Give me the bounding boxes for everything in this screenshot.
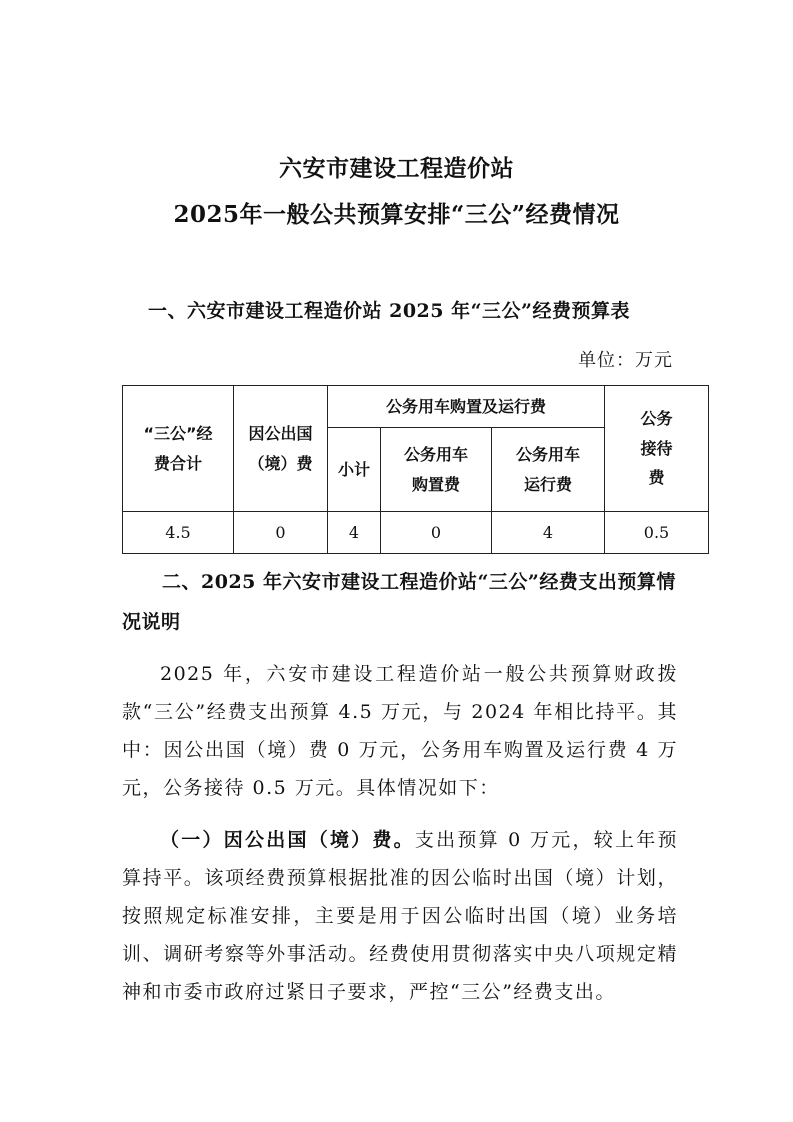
document-title-line2: 2025年一般公共预算安排“三公”经费情况 (173, 201, 620, 228)
budget-table (122, 385, 709, 554)
unit-label: 单位：万元 (578, 350, 673, 371)
header-vehicle-operation: 公务用车运行费 (492, 428, 605, 512)
header-reception: 公务接待费 (605, 386, 709, 512)
paragraph-abroad-subtitle: （一）因公出国（境）费。 (160, 829, 415, 851)
paragraph-abroad (122, 821, 678, 1011)
header-vehicle-purchase: 公务用车购置费 (381, 428, 492, 512)
section1-heading: 一、六安市建设工程造价站 2025 年“三公”经费预算表 (148, 300, 630, 322)
value-reception: 0.5 (605, 512, 709, 554)
header-vehicle-group: 公务用车购置及运行费 (328, 386, 605, 428)
document-title-line1: 六安市建设工程造价站 (279, 155, 514, 182)
header-subtotal: 小计 (328, 428, 381, 512)
value-operation: 4 (492, 512, 605, 554)
value-abroad: 0 (234, 512, 328, 554)
section2-heading: 二、2025 年六安市建设工程造价站“三公”经费支出预算情况说明 (122, 571, 676, 633)
paragraph-abroad-body: 支出预算 0 万元，较上年预算持平。该项经费预算根据批准的因公临时出国（境）计划，按照规定标准安排，主要是用于因公临时出国（境）业务培训、调研考察等外事活动。经费使用贯彻落实中央八项规定精神和市委市政府过紧日子要求，严控“三公”经费支出。 (122, 829, 678, 1003)
value-total: 4.5 (123, 512, 234, 554)
header-abroad: 因公出国（境）费 (234, 386, 328, 512)
paragraph-overview: 2025 年，六安市建设工程造价站一般公共预算财政拨款“三公”经费支出预算 4.5 万元，与 2024 年相比持平。其中：因公出国（境）费 0 万元，公务用车购置及运行费 4 万元，公务接待 0.5 万元。具体情况如下： (122, 663, 678, 799)
value-purchase: 0 (381, 512, 492, 554)
value-subtotal: 4 (328, 512, 381, 554)
header-total: “三公”经费合计 (123, 386, 234, 512)
